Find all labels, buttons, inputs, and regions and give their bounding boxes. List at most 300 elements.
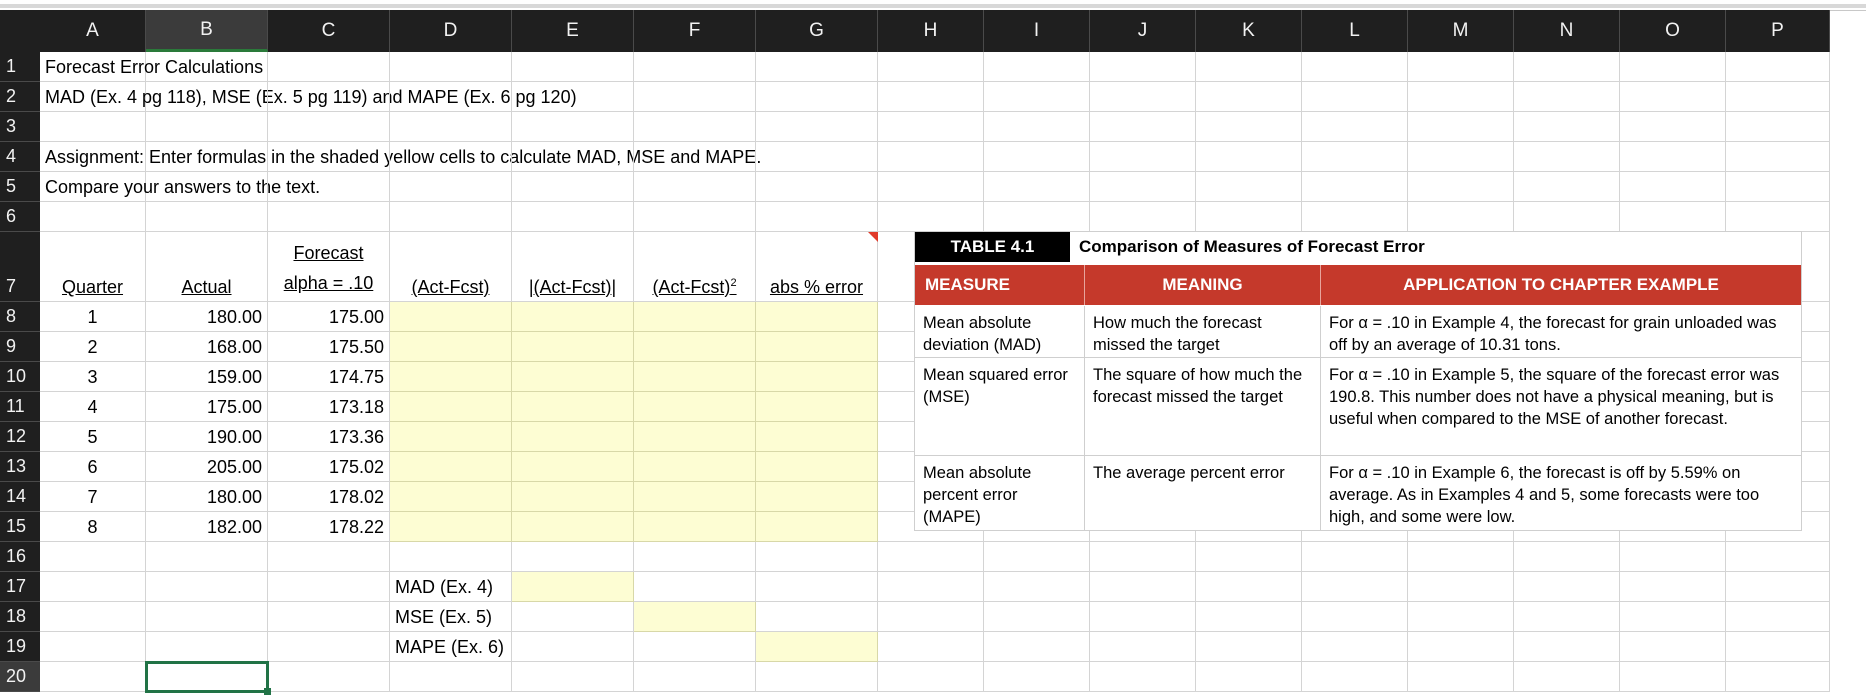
cell-k5[interactable] bbox=[1196, 172, 1302, 202]
cell-k18[interactable] bbox=[1196, 602, 1302, 632]
row-header-3[interactable]: 3 bbox=[0, 112, 40, 142]
cell-h18[interactable] bbox=[878, 602, 984, 632]
cell-c17[interactable] bbox=[268, 572, 390, 602]
cell-m18[interactable] bbox=[1408, 602, 1514, 632]
cell-i17[interactable] bbox=[984, 572, 1090, 602]
row-header-2[interactable]: 2 bbox=[0, 82, 40, 112]
row-header-1[interactable]: 1 bbox=[0, 52, 40, 82]
cell-l2[interactable] bbox=[1302, 82, 1408, 112]
column-header-o[interactable]: O bbox=[1620, 10, 1726, 52]
cell-k1[interactable] bbox=[1196, 52, 1302, 82]
cell-value: 190.00 bbox=[206, 427, 262, 447]
cell-c20[interactable] bbox=[268, 662, 390, 692]
cell-g7[interactable] bbox=[756, 232, 878, 302]
cell-value: MAPE (Ex. 6) bbox=[395, 637, 505, 657]
column-header-c[interactable]: C bbox=[268, 10, 390, 52]
cell-d4[interactable] bbox=[390, 142, 512, 172]
cell-p16[interactable] bbox=[1726, 542, 1830, 572]
cell-c11[interactable] bbox=[268, 392, 390, 422]
cell-d1[interactable] bbox=[390, 52, 512, 82]
cell-j20[interactable] bbox=[1090, 662, 1196, 692]
cell-m6[interactable] bbox=[1408, 202, 1514, 232]
cell-text bbox=[146, 457, 267, 478]
cell-m17[interactable] bbox=[1408, 572, 1514, 602]
cell-n2[interactable] bbox=[1514, 82, 1620, 112]
cell-p2[interactable] bbox=[1726, 82, 1830, 112]
cell-d17[interactable] bbox=[390, 572, 512, 602]
input-cell[interactable] bbox=[756, 302, 878, 332]
cell-m3[interactable] bbox=[1408, 112, 1514, 142]
cell-n6[interactable] bbox=[1514, 202, 1620, 232]
input-cell[interactable] bbox=[390, 392, 512, 422]
cell-f7[interactable] bbox=[634, 232, 756, 302]
cell-e20[interactable] bbox=[512, 662, 634, 692]
active-cell[interactable] bbox=[146, 662, 268, 692]
cell-j5[interactable] bbox=[1090, 172, 1196, 202]
row-header-8[interactable]: 8 bbox=[0, 302, 40, 332]
cell-value: 178.22 bbox=[328, 517, 384, 537]
column-header-m[interactable]: M bbox=[1408, 10, 1514, 52]
cell-k2[interactable] bbox=[1196, 82, 1302, 112]
row-header-4[interactable]: 4 bbox=[0, 142, 40, 172]
cell-o1[interactable] bbox=[1620, 52, 1726, 82]
cell-d20[interactable] bbox=[390, 662, 512, 692]
column-header-a[interactable]: A bbox=[40, 10, 146, 52]
cell-b16[interactable] bbox=[146, 542, 268, 572]
column-header-g[interactable]: G bbox=[756, 10, 878, 52]
cell-a12[interactable] bbox=[40, 422, 146, 452]
row-header-5[interactable]: 5 bbox=[0, 172, 40, 202]
cell-c10[interactable] bbox=[268, 362, 390, 392]
input-cell[interactable] bbox=[512, 482, 634, 512]
cell-e2[interactable] bbox=[512, 82, 634, 112]
cell-h5[interactable] bbox=[878, 172, 984, 202]
cell-b12[interactable] bbox=[146, 422, 268, 452]
cell-o17[interactable] bbox=[1620, 572, 1726, 602]
input-cell[interactable] bbox=[390, 422, 512, 452]
cell-a20[interactable] bbox=[40, 662, 146, 692]
cell-g4[interactable] bbox=[756, 142, 878, 172]
cell-c13[interactable] bbox=[268, 452, 390, 482]
input-cell[interactable] bbox=[634, 602, 756, 632]
cell-c18[interactable] bbox=[268, 602, 390, 632]
input-cell[interactable] bbox=[512, 332, 634, 362]
cell-m20[interactable] bbox=[1408, 662, 1514, 692]
table-4-1-image[interactable] bbox=[914, 231, 1802, 531]
cell-o20[interactable] bbox=[1620, 662, 1726, 692]
cell-a2[interactable] bbox=[40, 82, 577, 112]
cell-g2[interactable] bbox=[756, 82, 878, 112]
cell-d6[interactable] bbox=[390, 202, 512, 232]
table-cell-measure: Mean absolute percent error (MAPE) bbox=[915, 456, 1085, 530]
cell-text bbox=[634, 277, 755, 298]
cell-o2[interactable] bbox=[1620, 82, 1726, 112]
row-header-14[interactable]: 14 bbox=[0, 482, 40, 512]
cell-p18[interactable] bbox=[1726, 602, 1830, 632]
cell-value: 180.00 bbox=[206, 487, 262, 507]
input-cell[interactable] bbox=[634, 332, 756, 362]
cell-text bbox=[756, 277, 877, 298]
cell-c3[interactable] bbox=[268, 112, 390, 142]
cell-value: 3 bbox=[87, 367, 98, 387]
cell-i4[interactable] bbox=[984, 142, 1090, 172]
cell-p5[interactable] bbox=[1726, 172, 1830, 202]
column-header-l[interactable]: L bbox=[1302, 10, 1408, 52]
cell-c5[interactable] bbox=[268, 172, 390, 202]
cell-l17[interactable] bbox=[1302, 572, 1408, 602]
column-header-b[interactable]: B bbox=[146, 10, 268, 52]
cell-b11[interactable] bbox=[146, 392, 268, 422]
cell-l3[interactable] bbox=[1302, 112, 1408, 142]
cell-b19[interactable] bbox=[146, 632, 268, 662]
cell-j3[interactable] bbox=[1090, 112, 1196, 142]
cell-l19[interactable] bbox=[1302, 632, 1408, 662]
cell-e6[interactable] bbox=[512, 202, 634, 232]
cell-f5[interactable] bbox=[634, 172, 756, 202]
cell-c6[interactable] bbox=[268, 202, 390, 232]
cell-b3[interactable] bbox=[146, 112, 268, 142]
cell-c16[interactable] bbox=[268, 542, 390, 572]
cell-g6[interactable] bbox=[756, 202, 878, 232]
cell-n1[interactable] bbox=[1514, 52, 1620, 82]
cell-e18[interactable] bbox=[512, 602, 634, 632]
cell-e4[interactable] bbox=[512, 142, 634, 172]
cell-b7[interactable] bbox=[146, 232, 268, 302]
cell-value: 205.00 bbox=[206, 457, 262, 477]
cell-text bbox=[390, 607, 511, 628]
row-header-18[interactable]: 18 bbox=[0, 602, 40, 632]
table-row bbox=[915, 358, 1801, 456]
cell-j2[interactable] bbox=[1090, 82, 1196, 112]
row-header-7[interactable]: 7 bbox=[0, 232, 40, 302]
row-header-10[interactable]: 10 bbox=[0, 362, 40, 392]
input-cell[interactable] bbox=[512, 302, 634, 332]
column-header-d[interactable]: D bbox=[390, 10, 512, 52]
input-cell[interactable] bbox=[512, 362, 634, 392]
cell-e19[interactable] bbox=[512, 632, 634, 662]
cell-g16[interactable] bbox=[756, 542, 878, 572]
cell-i16[interactable] bbox=[984, 542, 1090, 572]
column-header-i[interactable]: I bbox=[984, 10, 1090, 52]
cell-f1[interactable] bbox=[634, 52, 756, 82]
cell-j19[interactable] bbox=[1090, 632, 1196, 662]
cell-m4[interactable] bbox=[1408, 142, 1514, 172]
cell-a3[interactable] bbox=[40, 112, 146, 142]
cell-text bbox=[40, 177, 321, 198]
cell-a8[interactable] bbox=[40, 302, 146, 332]
cell-value: 174.75 bbox=[328, 367, 384, 387]
cell-g3[interactable] bbox=[756, 112, 878, 142]
cell-i5[interactable] bbox=[984, 172, 1090, 202]
column-header-n[interactable]: N bbox=[1514, 10, 1620, 52]
input-cell[interactable] bbox=[756, 512, 878, 542]
input-cell[interactable] bbox=[634, 302, 756, 332]
cell-l4[interactable] bbox=[1302, 142, 1408, 172]
cell-a19[interactable] bbox=[40, 632, 146, 662]
cell-h3[interactable] bbox=[878, 112, 984, 142]
input-cell[interactable] bbox=[390, 362, 512, 392]
cell-n18[interactable] bbox=[1514, 602, 1620, 632]
cell-k16[interactable] bbox=[1196, 542, 1302, 572]
cell-h6[interactable] bbox=[878, 202, 984, 232]
cell-f6[interactable] bbox=[634, 202, 756, 232]
cell-k6[interactable] bbox=[1196, 202, 1302, 232]
cell-a15[interactable] bbox=[40, 512, 146, 542]
cell-f2[interactable] bbox=[634, 82, 756, 112]
cell-m19[interactable] bbox=[1408, 632, 1514, 662]
input-cell[interactable] bbox=[756, 362, 878, 392]
cell-text bbox=[146, 487, 267, 508]
column-header-e[interactable]: E bbox=[512, 10, 634, 52]
input-cell[interactable] bbox=[512, 572, 634, 602]
input-cell[interactable] bbox=[390, 512, 512, 542]
input-cell[interactable] bbox=[512, 452, 634, 482]
input-cell[interactable] bbox=[634, 512, 756, 542]
input-cell[interactable] bbox=[634, 452, 756, 482]
column-header-f[interactable]: F bbox=[634, 10, 756, 52]
row-header-16[interactable]: 16 bbox=[0, 542, 40, 572]
row-header-19[interactable]: 19 bbox=[0, 632, 40, 662]
cell-n3[interactable] bbox=[1514, 112, 1620, 142]
input-cell[interactable] bbox=[634, 482, 756, 512]
cell-d7[interactable] bbox=[390, 232, 512, 302]
cell-c15[interactable] bbox=[268, 512, 390, 542]
cell-k17[interactable] bbox=[1196, 572, 1302, 602]
cell-o3[interactable] bbox=[1620, 112, 1726, 142]
cell-o19[interactable] bbox=[1620, 632, 1726, 662]
cell-b10[interactable] bbox=[146, 362, 268, 392]
cell-c9[interactable] bbox=[268, 332, 390, 362]
cell-k20[interactable] bbox=[1196, 662, 1302, 692]
cell-m2[interactable] bbox=[1408, 82, 1514, 112]
row-header-12[interactable]: 12 bbox=[0, 422, 40, 452]
cell-j1[interactable] bbox=[1090, 52, 1196, 82]
cell-a4[interactable] bbox=[40, 142, 762, 172]
cell-c19[interactable] bbox=[268, 632, 390, 662]
cell-h17[interactable] bbox=[878, 572, 984, 602]
cell-g17[interactable] bbox=[756, 572, 878, 602]
cell-n16[interactable] bbox=[1514, 542, 1620, 572]
cell-l18[interactable] bbox=[1302, 602, 1408, 632]
cell-j16[interactable] bbox=[1090, 542, 1196, 572]
cell-i19[interactable] bbox=[984, 632, 1090, 662]
cell-g18[interactable] bbox=[756, 602, 878, 632]
row-header-15[interactable]: 15 bbox=[0, 512, 40, 542]
cell-e5[interactable] bbox=[512, 172, 634, 202]
cell-j18[interactable] bbox=[1090, 602, 1196, 632]
cell-b4[interactable] bbox=[146, 142, 268, 172]
cell-l5[interactable] bbox=[1302, 172, 1408, 202]
cell-p20[interactable] bbox=[1726, 662, 1830, 692]
cell-a17[interactable] bbox=[40, 572, 146, 602]
cell-d3[interactable] bbox=[390, 112, 512, 142]
cell-e3[interactable] bbox=[512, 112, 634, 142]
cell-f3[interactable] bbox=[634, 112, 756, 142]
select-all-corner[interactable] bbox=[0, 10, 40, 52]
cell-b6[interactable] bbox=[146, 202, 268, 232]
cell-b1[interactable] bbox=[146, 52, 268, 82]
cell-b17[interactable] bbox=[146, 572, 268, 602]
row-header-9[interactable]: 9 bbox=[0, 332, 40, 362]
cell-i2[interactable] bbox=[984, 82, 1090, 112]
cell-c14[interactable] bbox=[268, 482, 390, 512]
input-cell[interactable] bbox=[634, 422, 756, 452]
cell-m16[interactable] bbox=[1408, 542, 1514, 572]
cell-d18[interactable] bbox=[390, 602, 512, 632]
cell-f20[interactable] bbox=[634, 662, 756, 692]
row-header-17[interactable]: 17 bbox=[0, 572, 40, 602]
table-badge: TABLE 4.1 bbox=[915, 232, 1070, 262]
table-header-meaning: MEANING bbox=[1085, 265, 1321, 305]
input-cell[interactable] bbox=[390, 332, 512, 362]
cell-o5[interactable] bbox=[1620, 172, 1726, 202]
cell-n17[interactable] bbox=[1514, 572, 1620, 602]
cell-j6[interactable] bbox=[1090, 202, 1196, 232]
cell-l16[interactable] bbox=[1302, 542, 1408, 572]
cell-c8[interactable] bbox=[268, 302, 390, 332]
cell-h19[interactable] bbox=[878, 632, 984, 662]
cell-e1[interactable] bbox=[512, 52, 634, 82]
cell-d16[interactable] bbox=[390, 542, 512, 572]
row-header-6[interactable]: 6 bbox=[0, 202, 40, 232]
cell-n4[interactable] bbox=[1514, 142, 1620, 172]
cell-p6[interactable] bbox=[1726, 202, 1830, 232]
cell-h1[interactable] bbox=[878, 52, 984, 82]
input-cell[interactable] bbox=[634, 392, 756, 422]
cell-b2[interactable] bbox=[146, 82, 268, 112]
column-header-h[interactable]: H bbox=[878, 10, 984, 52]
input-cell[interactable] bbox=[756, 632, 878, 662]
input-cell[interactable] bbox=[512, 392, 634, 422]
cell-o16[interactable] bbox=[1620, 542, 1726, 572]
cell-g5[interactable] bbox=[756, 172, 878, 202]
cell-a5[interactable] bbox=[40, 172, 321, 202]
cell-b13[interactable] bbox=[146, 452, 268, 482]
input-cell[interactable] bbox=[756, 452, 878, 482]
cell-a14[interactable] bbox=[40, 482, 146, 512]
cell-l20[interactable] bbox=[1302, 662, 1408, 692]
cell-a6[interactable] bbox=[40, 202, 146, 232]
cell-i1[interactable] bbox=[984, 52, 1090, 82]
input-cell[interactable] bbox=[390, 302, 512, 332]
cell-a11[interactable] bbox=[40, 392, 146, 422]
input-cell[interactable] bbox=[756, 482, 878, 512]
row-header-11[interactable]: 11 bbox=[0, 392, 40, 422]
column-header-j[interactable]: J bbox=[1090, 10, 1196, 52]
cell-i20[interactable] bbox=[984, 662, 1090, 692]
cell-b5[interactable] bbox=[146, 172, 268, 202]
row-header-20[interactable]: 20 bbox=[0, 662, 40, 692]
cell-a1[interactable] bbox=[40, 52, 264, 82]
cell-f4[interactable] bbox=[634, 142, 756, 172]
cell-g20[interactable] bbox=[756, 662, 878, 692]
cell-n19[interactable] bbox=[1514, 632, 1620, 662]
cell-c12[interactable] bbox=[268, 422, 390, 452]
cell-a7[interactable] bbox=[40, 232, 146, 302]
cell-a13[interactable] bbox=[40, 452, 146, 482]
input-cell[interactable] bbox=[512, 512, 634, 542]
cell-i6[interactable] bbox=[984, 202, 1090, 232]
cell-o4[interactable] bbox=[1620, 142, 1726, 172]
cell-d19[interactable] bbox=[390, 632, 512, 662]
cell-c1[interactable] bbox=[268, 52, 390, 82]
cell-d5[interactable] bbox=[390, 172, 512, 202]
cell-a10[interactable] bbox=[40, 362, 146, 392]
cell-text bbox=[40, 277, 145, 298]
cell-n5[interactable] bbox=[1514, 172, 1620, 202]
cell-f17[interactable] bbox=[634, 572, 756, 602]
column-header-p[interactable]: P bbox=[1726, 10, 1830, 52]
cell-l6[interactable] bbox=[1302, 202, 1408, 232]
cell-e16[interactable] bbox=[512, 542, 634, 572]
cell-b15[interactable] bbox=[146, 512, 268, 542]
cell-h4[interactable] bbox=[878, 142, 984, 172]
cell-p4[interactable] bbox=[1726, 142, 1830, 172]
cell-g1[interactable] bbox=[756, 52, 878, 82]
cell-b8[interactable] bbox=[146, 302, 268, 332]
cell-value: Actual bbox=[181, 277, 232, 297]
cell-j4[interactable] bbox=[1090, 142, 1196, 172]
cell-d2[interactable] bbox=[390, 82, 512, 112]
cell-h2[interactable] bbox=[878, 82, 984, 112]
input-cell[interactable] bbox=[756, 332, 878, 362]
cell-i18[interactable] bbox=[984, 602, 1090, 632]
cell-a18[interactable] bbox=[40, 602, 146, 632]
cell-c7[interactable] bbox=[268, 232, 390, 302]
input-cell[interactable] bbox=[390, 482, 512, 512]
cell-c2[interactable] bbox=[268, 82, 390, 112]
cell-text bbox=[146, 517, 267, 538]
cell-l1[interactable] bbox=[1302, 52, 1408, 82]
cell-f19[interactable] bbox=[634, 632, 756, 662]
cell-i3[interactable] bbox=[984, 112, 1090, 142]
cell-h16[interactable] bbox=[878, 542, 984, 572]
input-cell[interactable] bbox=[512, 422, 634, 452]
cell-h20[interactable] bbox=[878, 662, 984, 692]
column-header-k[interactable]: K bbox=[1196, 10, 1302, 52]
cell-j17[interactable] bbox=[1090, 572, 1196, 602]
cell-p1[interactable] bbox=[1726, 52, 1830, 82]
comment-indicator[interactable] bbox=[868, 232, 878, 242]
cell-b9[interactable] bbox=[146, 332, 268, 362]
cell-m5[interactable] bbox=[1408, 172, 1514, 202]
input-cell[interactable] bbox=[756, 392, 878, 422]
cell-p3[interactable] bbox=[1726, 112, 1830, 142]
cell-b18[interactable] bbox=[146, 602, 268, 632]
cell-p17[interactable] bbox=[1726, 572, 1830, 602]
cell-p19[interactable] bbox=[1726, 632, 1830, 662]
cell-f16[interactable] bbox=[634, 542, 756, 572]
cell-text bbox=[40, 367, 145, 388]
cell-o6[interactable] bbox=[1620, 202, 1726, 232]
input-cell[interactable] bbox=[756, 422, 878, 452]
cell-a9[interactable] bbox=[40, 332, 146, 362]
cell-k4[interactable] bbox=[1196, 142, 1302, 172]
input-cell[interactable] bbox=[634, 362, 756, 392]
table-cell-application: For α = .10 in Example 4, the forecast for grain unloaded was off by an average of 10.31 tons. bbox=[1329, 314, 1777, 354]
input-cell[interactable] bbox=[390, 452, 512, 482]
cell-c4[interactable] bbox=[268, 142, 390, 172]
row-header-13[interactable]: 13 bbox=[0, 452, 40, 482]
cell-k3[interactable] bbox=[1196, 112, 1302, 142]
cell-a16[interactable] bbox=[40, 542, 146, 572]
cell-e7[interactable] bbox=[512, 232, 634, 302]
cell-b14[interactable] bbox=[146, 482, 268, 512]
cell-o18[interactable] bbox=[1620, 602, 1726, 632]
cell-n20[interactable] bbox=[1514, 662, 1620, 692]
cell-k19[interactable] bbox=[1196, 632, 1302, 662]
cell-m1[interactable] bbox=[1408, 52, 1514, 82]
